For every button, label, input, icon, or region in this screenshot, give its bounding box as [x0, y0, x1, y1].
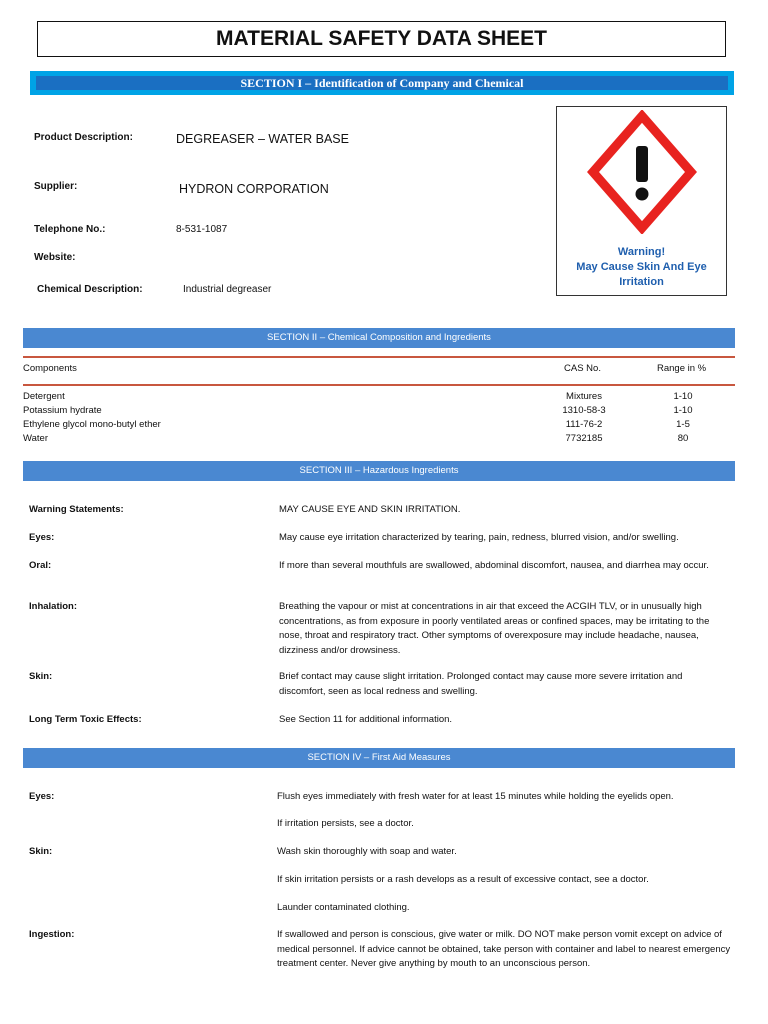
eyes-hazard-text: May cause eye irritation characterized by tearing, pain, redness, blurred vision, and/or swelling.: [279, 532, 679, 543]
section-4-heading: SECTION IV – First Aid Measures: [23, 748, 735, 768]
supplier-label: Supplier:: [34, 181, 78, 192]
warning-line-2: May Cause Skin And Eye: [576, 261, 707, 273]
table-row-range: 1-10: [673, 405, 693, 416]
first-aid-skin-text-1: Wash skin thoroughly with soap and water.: [277, 846, 457, 857]
first-aid-ingestion-label: Ingestion:: [29, 929, 75, 940]
first-aid-ingestion-text: If swallowed and person is conscious, give water or milk. DO NOT make person vomit except on advice of medical personnel. If advice cannot be obtained, take person with container and label to nearest emergency treatment center. Never give anything by mouth to an unconscious person.: [277, 929, 731, 969]
col-header-cas: CAS No.: [564, 363, 601, 374]
hazard-warning-text: [557, 245, 726, 290]
chemical-description-value: Industrial degreaser: [183, 284, 272, 295]
table-row-range: 1-5: [676, 419, 690, 430]
telephone-value: 8-531-1087: [176, 224, 228, 235]
warning-statements-label: Warning Statements:: [29, 504, 124, 515]
section-1-header: [30, 71, 734, 95]
eyes-hazard-label: Eyes:: [29, 532, 55, 543]
section-1-heading: SECTION I – Identification of Company and Chemical: [36, 76, 728, 90]
table-row-cas: Mixtures: [566, 391, 602, 402]
hazard-warning-box: [556, 106, 727, 296]
first-aid-eyes-text-2: If irritation persists, see a doctor.: [277, 818, 414, 829]
col-header-range: Range in %: [657, 363, 707, 374]
oral-hazard-text: If more than several mouthfuls are swallowed, abdominal discomfort, nausea, and diarrhea may occur.: [279, 560, 709, 571]
col-header-components: Components: [23, 363, 77, 374]
exclamation-hazard-icon: [587, 110, 697, 234]
supplier-value: HYDRON CORPORATION: [179, 182, 329, 196]
table-row-cas: 111-76-2: [565, 419, 603, 430]
section-2-heading: SECTION II – Chemical Composition and Ingredients: [23, 328, 735, 348]
document-title: MATERIAL SAFETY DATA SHEET: [37, 21, 726, 57]
first-aid-skin-text-2: If skin irritation persists or a rash develops as a result of excessive contact, see a doctor.: [277, 874, 649, 885]
table-row-name: Potassium hydrate: [23, 405, 102, 416]
table-row-range: 1-10: [673, 391, 693, 402]
long-term-effects-label: Long Term Toxic Effects:: [29, 714, 142, 725]
skin-hazard-label: Skin:: [29, 671, 53, 682]
table-row-name: Ethylene glycol mono-butyl ether: [23, 419, 161, 430]
inhalation-hazard-text: Breathing the vapour or mist at concentrations in air that exceed the ACGIH TLV, or in unusually high concentrations, as from exposure in poorly ventilated areas or confined spaces, may be irritating to the nose, throat and respiratory tract. Other symptoms of overexposure may include headache, nausea, dizziness and/or drowsiness.: [279, 601, 710, 656]
product-description-value: DEGREASER – WATER BASE: [176, 132, 349, 146]
table-row-range: 80: [677, 433, 689, 444]
product-description-label: Product Description:: [34, 132, 133, 143]
skin-hazard-text: Brief contact may cause slight irritation. Prolonged contact may cause more severe irritation and discomfort, seen as local redness and swelling.: [279, 671, 683, 697]
first-aid-skin-text-3: Launder contaminated clothing.: [277, 902, 410, 913]
table-top-rule: [23, 356, 735, 358]
section-3-heading: SECTION III – Hazardous Ingredients: [23, 461, 735, 481]
long-term-effects-text: See Section 11 for additional information.: [279, 714, 453, 725]
warning-line-1: Warning!: [617, 246, 666, 258]
table-row-name: Water: [23, 433, 48, 444]
table-header-rule: [23, 384, 735, 386]
table-row-cas: 7732185: [565, 433, 603, 444]
website-label: Website:: [34, 252, 76, 263]
warning-line-3: Irritation: [619, 276, 664, 288]
inhalation-hazard-label: Inhalation:: [29, 601, 78, 612]
oral-hazard-label: Oral:: [29, 560, 52, 571]
table-row-name: Detergent: [23, 391, 65, 402]
table-row-cas: 1310-58-3: [562, 405, 606, 416]
warning-statements-text: MAY CAUSE EYE AND SKIN IRRITATION.: [279, 504, 461, 515]
first-aid-skin-label: Skin:: [29, 846, 53, 857]
telephone-label: Telephone No.:: [34, 224, 106, 235]
chemical-description-label: Chemical Description:: [37, 284, 143, 295]
first-aid-eyes-label: Eyes:: [29, 791, 55, 802]
first-aid-eyes-text-1: Flush eyes immediately with fresh water for at least 15 minutes while holding the eyelids open.: [277, 791, 674, 802]
